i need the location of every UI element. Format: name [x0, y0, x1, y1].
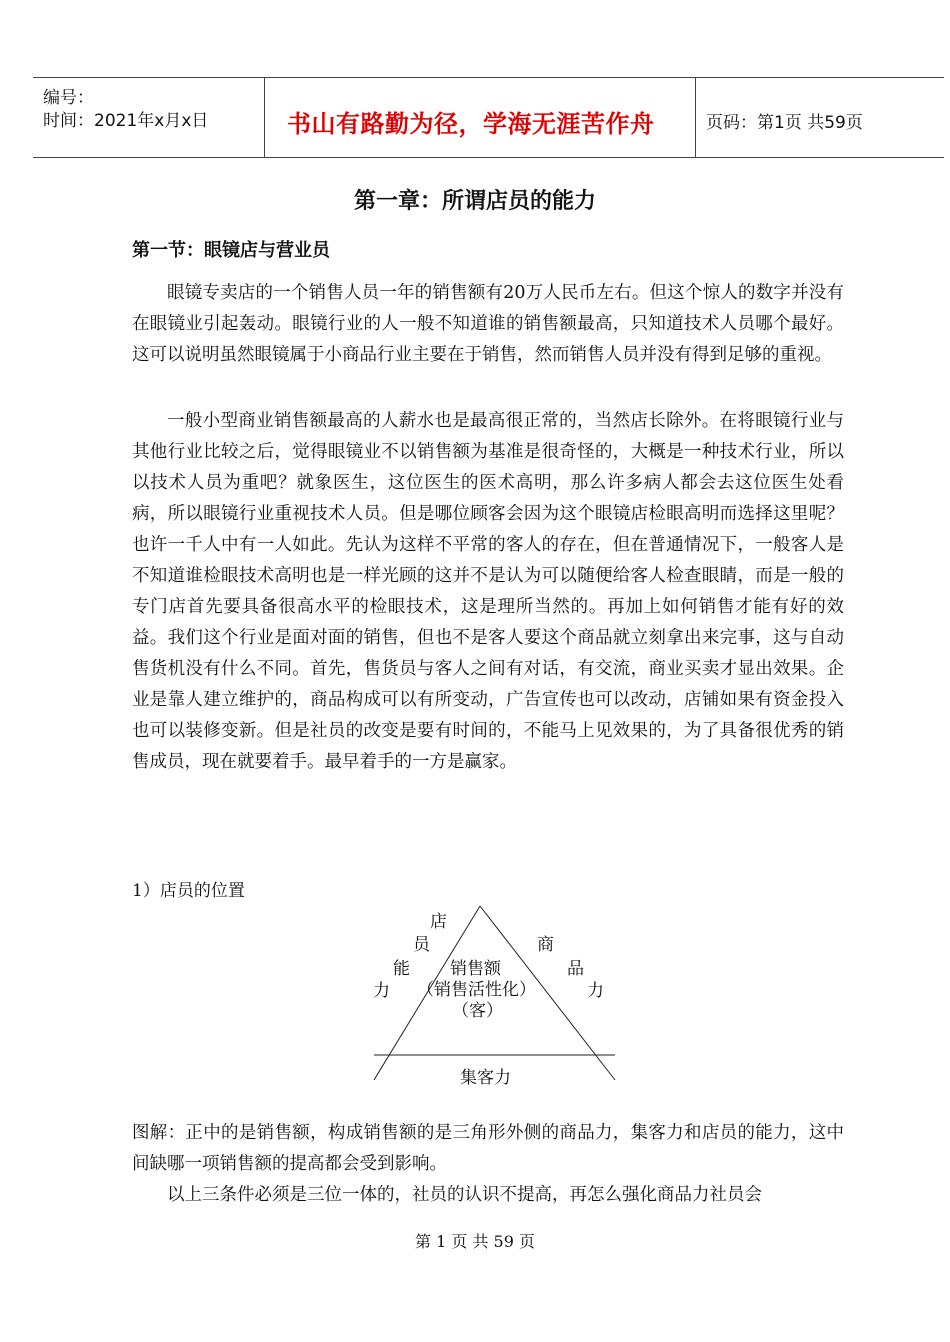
paragraph-1: 眼镜专卖店的一个销售人员一年的销售额有20万人民币左右。但这个惊人的数字并没有在眼镜业引起轰动。眼镜行业的人一般不知道谁的销售额最高，只知道技术人员哪个最好。这可以说明虽然眼镜属于小商品行业主要在于销售，然而销售人员并没有得到足够的重视。: [132, 283, 844, 365]
motto: 书山有路勤为径，学海无涯苦作舟: [287, 110, 655, 138]
right-label-1: 商: [537, 935, 554, 955]
center-label-activation: （销售活性化）: [417, 980, 536, 1000]
chapter-title: 第一章：所谓店员的能力: [353, 189, 596, 214]
header-page-cell: [696, 78, 944, 157]
list-title: 1）店员的位置: [132, 881, 245, 901]
paragraph-2: 一般小型商业销售额最高的人薪水也是最高很正常的，当然店长除外。在将眼镜行业与其他行业比较之后，觉得眼镜业不以销售额为基准是很奇怪的，大概是一种技术行业，所以以技术人员为重吧？就象医生，这位医生的医术高明，那么许多病人都会去这位医生处看病，所以眼镜行业重视技术人员。但是哪位顾客会因为这个眼镜店检眼高明而选择这里呢？也许一千人中有一人如此。先认为这样不平常的客人的存在，但在普通情况下，一般客人是不知道谁检眼技术高明也是一样光顾的这并不是认为可以随便给客人检查眼睛，而是一般的专门店首先要具备很高水平的检眼技术，这是理所当然的。再加上如何销售才能有好的效益。我们这个行业是面对面的销售，但也不是客人要这个商品就立刻拿出来完事，这与自动售货机没有什么不同。首先，售货员与客人之间有对话，有交流，商业买卖才显出效果。企业是靠人建立维护的，商品构成可以有所变动，广告宣传也可以改动，店铺如果有资金投入也可以装修变新。但是社员的改变是要有时间的，不能马上见效果的，为了具备很优秀的销售成员，现在就要着手。最早着手的一方是赢家。: [132, 411, 844, 772]
left-label-1: 店: [430, 912, 447, 932]
right-label-2: 品: [567, 959, 584, 979]
triangle-diagram: [360, 900, 620, 1100]
left-label-4: 力: [373, 981, 390, 1001]
document-time: 时间：2021年x月x日: [43, 111, 209, 131]
bottom-label: 集客力: [460, 1068, 511, 1088]
right-label-3: 力: [587, 981, 604, 1001]
left-label-2: 员: [413, 935, 430, 955]
document-number: 编号：: [43, 88, 94, 108]
page-footer: 第 1 页 共 59 页: [415, 1232, 535, 1251]
center-label-customer: （客）: [452, 1001, 503, 1021]
section-title: 第一节：眼镜店与营业员: [132, 240, 330, 261]
header-info-cell: [33, 78, 265, 157]
page-indicator: 页码：第1页 共59页: [706, 113, 863, 133]
left-label-3: 能: [393, 959, 410, 979]
center-label-sales: 销售额: [450, 959, 501, 979]
header-motto-cell: [265, 78, 696, 157]
paragraph-3: 以上三条件必须是三位一体的，社员的认识不提高，再怎么强化商品力社员会: [167, 1185, 762, 1205]
header-table: [33, 77, 944, 158]
diagram-explanation: 图解：正中的是销售额，构成销售额的是三角形外侧的商品力，集客力和店员的能力，这中间缺哪一项销售额的提高都会受到影响。: [132, 1123, 844, 1174]
